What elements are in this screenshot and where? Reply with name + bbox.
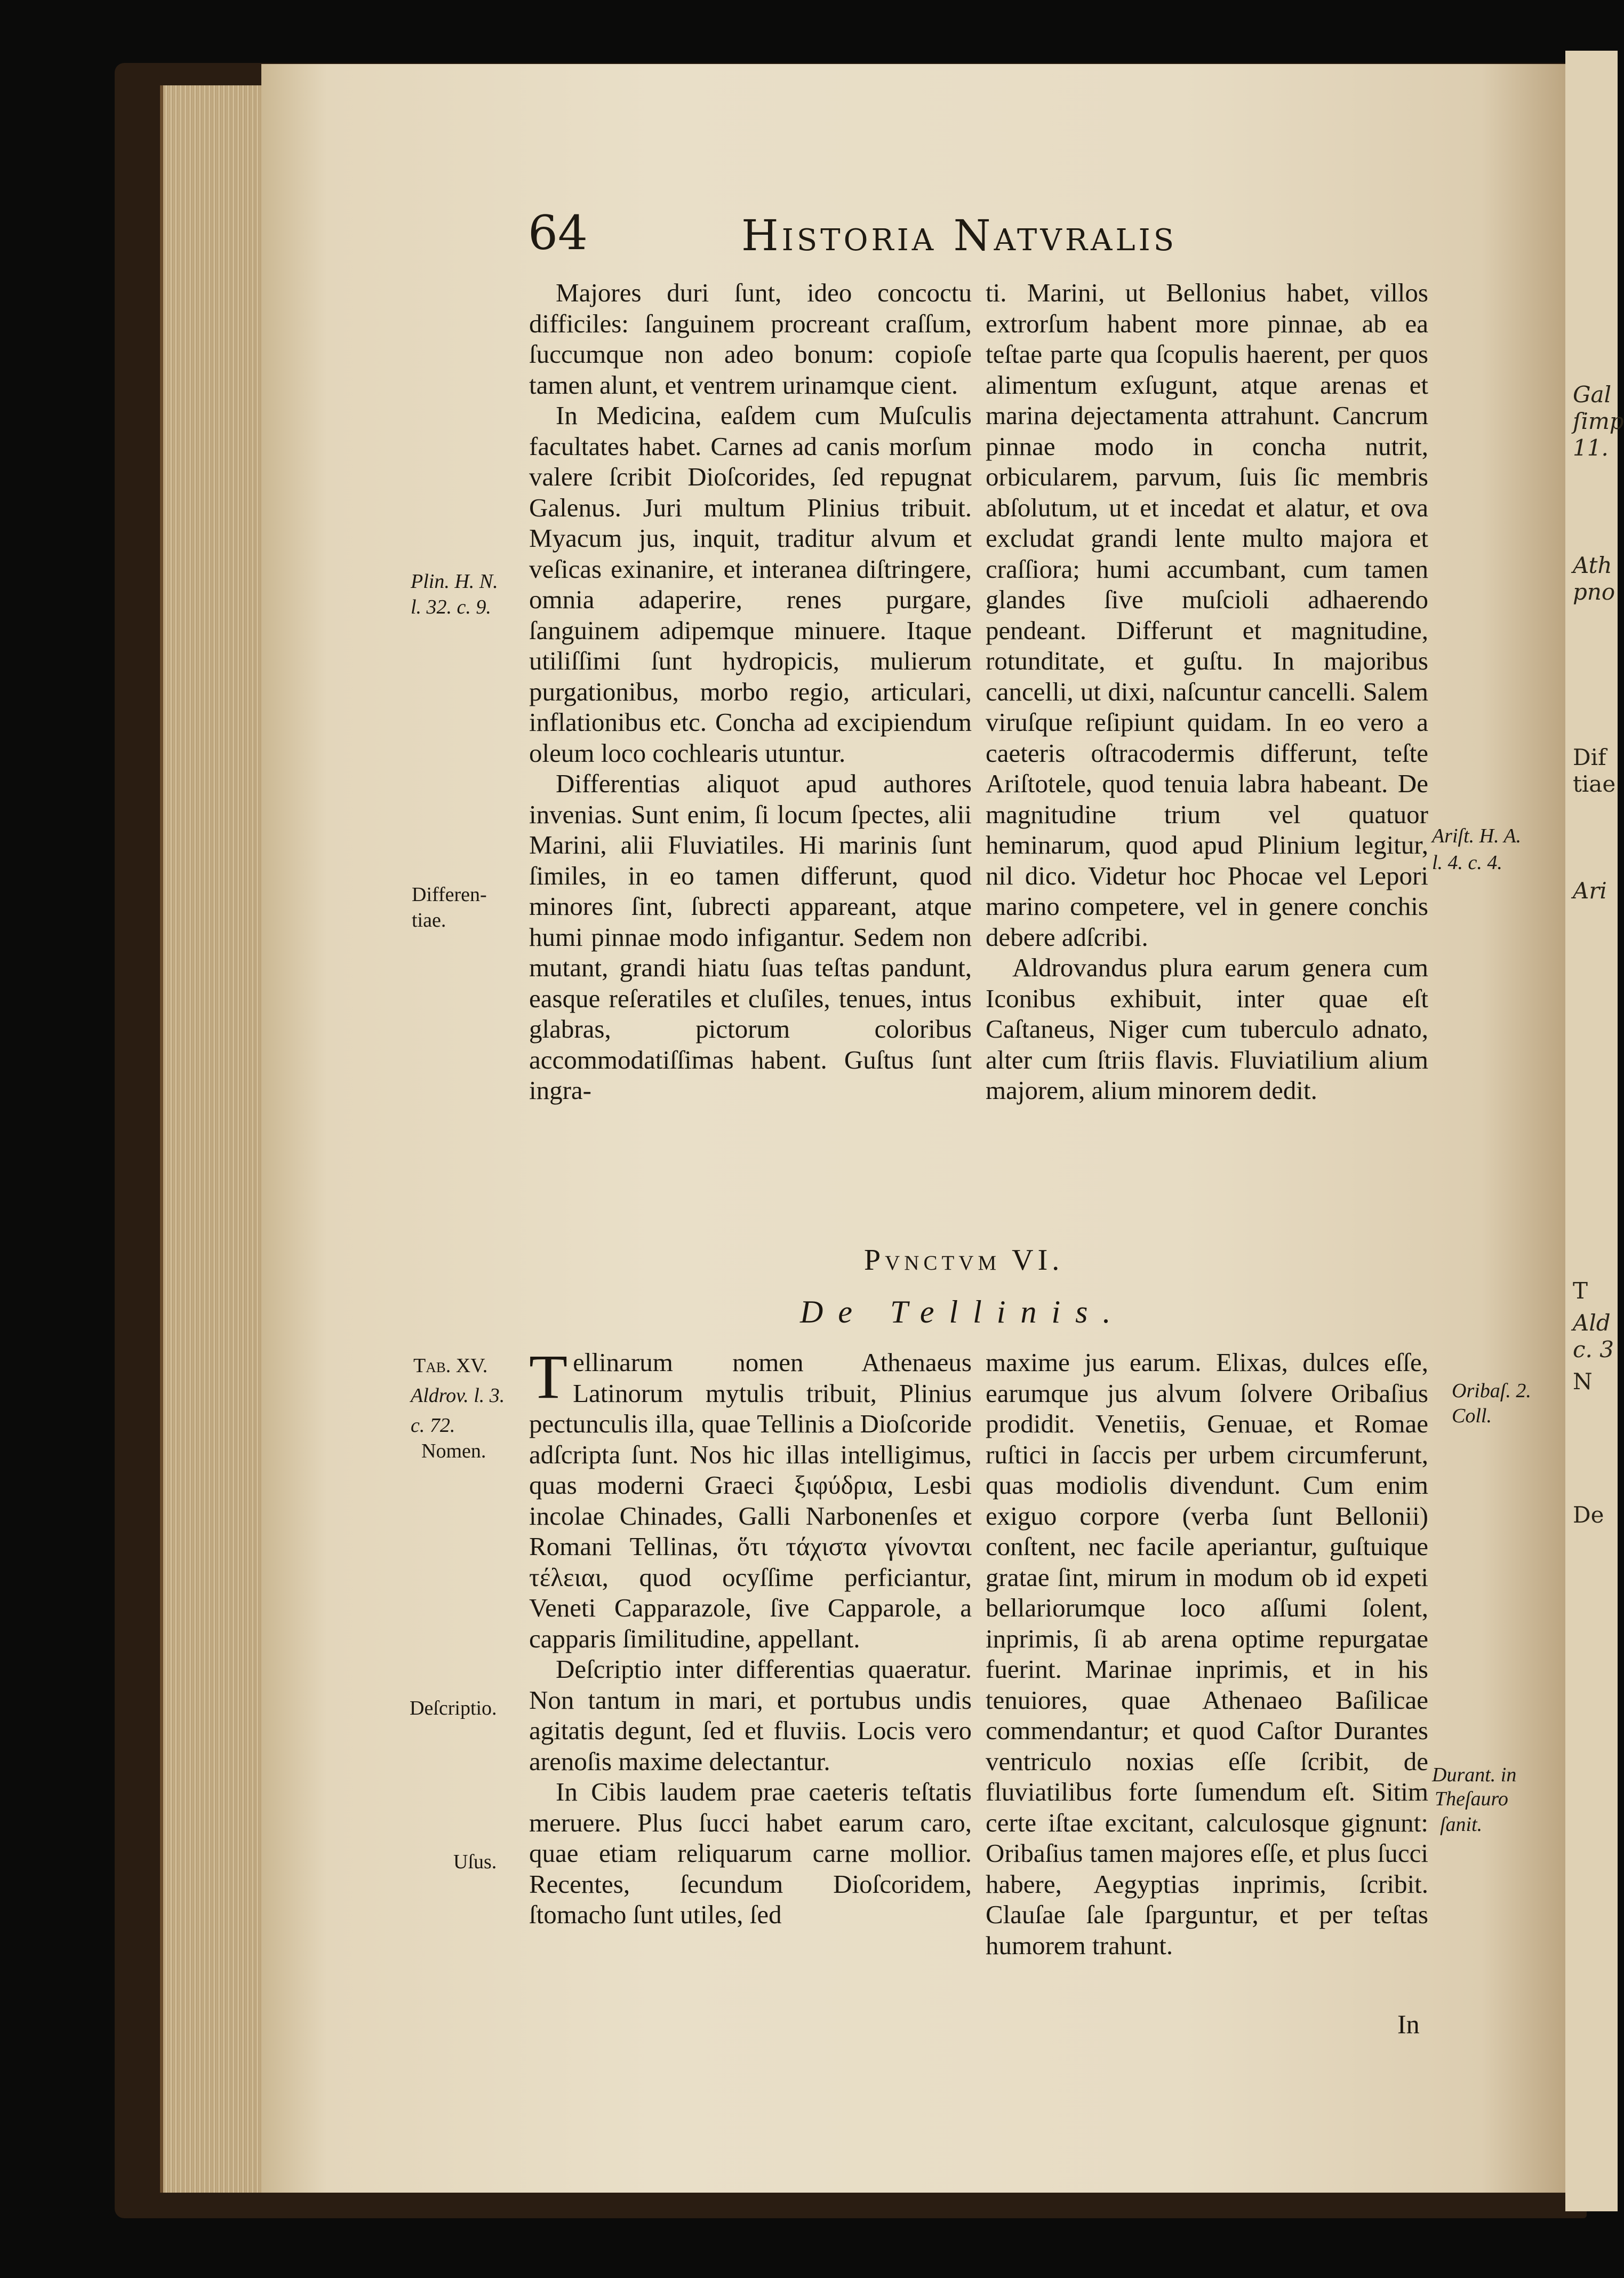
paragraph: Aldrovandus plura earum genera cum Iconibus exhibuit, inter quae eſt Caſtaneus, Niger cum tuberculo adnato, alter cum ſtriis flavis. Fluviatilium alium majorem, alium minorem dedit. [986, 953, 1428, 1105]
next-fragment: pno [1573, 579, 1615, 605]
next-fragment: Ald [1573, 1310, 1611, 1336]
next-fragment: T [1573, 1278, 1588, 1304]
next-fragment: c. 3 [1573, 1336, 1614, 1363]
next-fragment: Gal [1573, 381, 1612, 408]
page-edges [160, 85, 275, 2193]
margin-note: Tab. XV. [413, 1355, 488, 1377]
margin-note: c. 72. [411, 1414, 455, 1437]
next-fragment: Ari [1573, 878, 1607, 904]
column-left-top [529, 277, 972, 1106]
margin-note: Deſcriptio. [410, 1697, 497, 1719]
margin-note: Durant. in [1432, 1764, 1517, 1786]
margin-note: Uſus. [453, 1851, 497, 1873]
paragraph: In Medicina, eaſdem cum Muſculis facultates habet. Carnes ad canis morſum valere ſcribit Dioſcorides, ſed repugnat Galenus. Juri multum Plinius tribuit. Myacum jus, inquit, traditur alvum et veſicas exinanire, et interanea diſtringere, omnia adaperire, renes purgare, ſanguinem adipemque minuere. Itaque utiliſſimi ſunt hydropicis, mulierum purgationibus, morbo regio, articulari, inflationibus etc. Concha ad excipiendum oleum loco cochlearis utuntur. [529, 401, 972, 768]
section-subtitle: De Tellinis. [800, 1294, 1126, 1329]
paragraph: ti. Marini, ut Bellonius habet, villos extrorſum habent more pinnae, ab ea teſtae parte qua ſcopulis haerent, per quos alimentum exſugunt, atque arenas et marina dejectamenta attrahunt. Cancrum pinnae modo in concha nutrit, orbicularem, parvum, ſuis ſic membris abſolutum, ut et incedat et alatur, et ova excludat grandi lente multo majora et craſſiora; humi accumbant, cum tamen glandes ſive muſcioli adhaerendo pendeant. Differunt et magnitudine, rotunditate, et guſtu. In majoribus cancelli, ut dixi, naſcuntur cancelli. Salem viruſque reſipiunt quidam. In eo vero a caeteris oſtracodermis differunt, teſte Ariſtotele, quod tenuia labra habeant. De magnitudine trium vel quatuor heminarum, quod apud Plinium legitur, nil dico. Videtur hoc Phocae vel Lepori marino competere, vel in genere conchis debere adſcribi. [986, 278, 1428, 952]
column-right-bottom [986, 1347, 1428, 1961]
paragraph [529, 1342, 972, 1654]
next-fragment: Ath [1573, 552, 1612, 578]
paragraph-text: ellinarum nomen Athenaeus Latinorum mytulis tribuit, Plinius pectunculis illa, quae Tellinis a Dioſcoride adſcripta ſunt. Nos hic illas intelligimus, quas moderni Graeci ξιφύδρια, Lesbi incolae Chinades, Galli Narbonenſes et Romani Tellinas, ὅτι τάχιστα γίνονται τέλειαι, quod ocyſſime perficiantur, Veneti Capparazole, ſive Capparole, a capparis ſimilitudine, appellant. [529, 1348, 972, 1653]
paragraph: Majores duri ſunt, ideo concoctu difficiles: ſanguinem procreant craſſum, ſuccumque non adeo bonum: copioſe tamen alunt, et ventrem urinamque cient. [529, 278, 972, 400]
margin-note: l. 32. c. 9. [411, 596, 491, 618]
margin-note: l. 4. c. 4. [1432, 851, 1502, 874]
margin-note: Plin. H. N. [411, 570, 498, 593]
paragraph: maxime jus earum. Elixas, dulces eſſe, earumque jus alvum ſolvere Oribaſius prodidit. Venetiis, Genuae, et Romae ruſtici in ſaccis per urbem circumferunt, quas modiolis divendunt. Cum enim exiguo corpore (verba ſunt Bellonii) conſtent, nec facile aperiantur, guſtuique gratae ſint, mirum in modum ob id expeti bellariorumque loco aſſumi ſolent, inprimis, ſi ab arena optime repurgatae fuerint. Marinae inprimis, et in his tenuiores, quae Athenaeo Baſilicae commendantur; et quod Caſtor Durantes ventriculo noxias eſſe ſcribit, de fluviatilibus forte ſumendum eſt. Sitim certe iſtae excitant, calculosque gignunt: Oribaſius tamen majores eſſe, et plus ſucci habere, Aegyptias inprimis, ſcribit. Clauſae ſale ſparguntur, et per teſtas humorem trahunt. [986, 1348, 1428, 1960]
paragraph: Deſcriptio inter differentias quaeratur. Non tantum in mari, et portubus undis agitatis degunt, ſed et fluviis. Locis vero arenoſis maxime delectantur. [529, 1654, 972, 1776]
drop-cap: T [529, 1342, 568, 1412]
margin-note: Oribaſ. 2. [1452, 1380, 1531, 1402]
next-page-strip [1565, 51, 1624, 2211]
running-title: Historia Natvralis [741, 211, 1178, 260]
next-fragment: 11. [1573, 435, 1609, 461]
next-fragment: Dif [1573, 744, 1606, 770]
column-right-top [986, 277, 1428, 1106]
margin-note: Differen- [412, 883, 487, 906]
section-title: Pvnctvm VI. [864, 1244, 1064, 1277]
paragraph: Differentias aliquot apud authores invenias. Sunt enim, ſi locum ſpectes, alii Marini, alii Fluviatiles. Hi marinis ſunt ſimiles, in eo tamen differunt, quod minores ſint, ſubrecti appareant, atque humi pinnae modo infigantur. Sedem non mutant, grandi hiatu ſuas teſtas pandunt, easque reſeratiles et cluſiles, tenues, intus glabras, pictorum coloribus accommodatiſſimas habent. Guſtus ſunt ingra- [529, 769, 972, 1105]
margin-note: Coll. [1452, 1405, 1492, 1427]
margin-note: Nomen. [421, 1440, 486, 1462]
margin-note: Aldrov. l. 3. [411, 1384, 505, 1407]
column-left-bottom [529, 1342, 972, 1930]
next-fragment: ſimp [1573, 408, 1624, 434]
margin-note: ſanit. [1440, 1813, 1483, 1836]
catchword: In [1397, 2009, 1420, 2039]
next-fragment: tiae [1573, 771, 1616, 797]
margin-note: Theſauro [1435, 1788, 1508, 1810]
next-fragment: N [1573, 1368, 1593, 1395]
margin-note: Ariſt. H. A. [1432, 825, 1522, 847]
next-fragment: De [1573, 1502, 1604, 1528]
margin-note: tiae. [412, 909, 446, 931]
paragraph: In Cibis laudem prae caeteris teſtatis meruere. Plus ſucci habet earum caro, quae etiam reliquarum carne mollior. Recentes, ſecundum Dioſcoridem, ſtomacho ſunt utiles, ſed [529, 1777, 972, 1929]
page-number: 64 [528, 205, 588, 260]
